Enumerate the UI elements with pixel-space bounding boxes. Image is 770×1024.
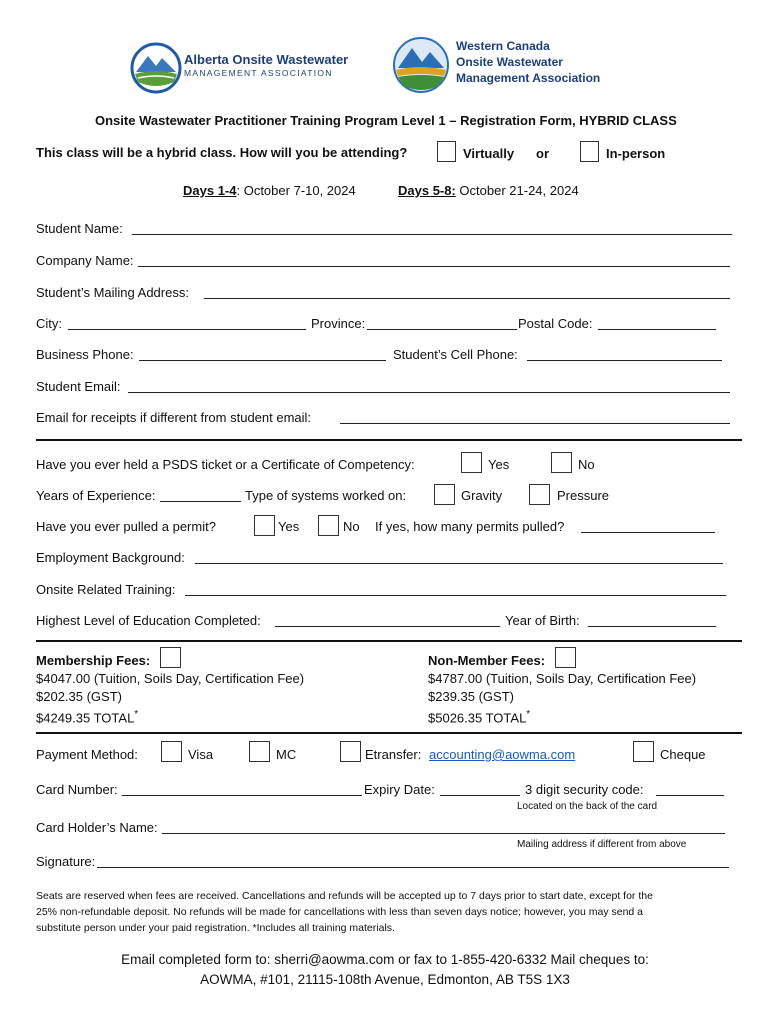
business-phone-label: Business Phone:: [36, 347, 134, 362]
section-divider-1: [36, 439, 742, 441]
member-fees-title: Membership Fees:: [36, 653, 151, 668]
business-phone-field[interactable]: [139, 360, 386, 361]
wcowma-logo-line1: Western Canada: [456, 39, 550, 53]
etransfer-email-link[interactable]: accounting@aowma.com: [429, 747, 576, 762]
postal-code-field[interactable]: [598, 329, 716, 330]
psds-yes-checkbox[interactable]: [461, 452, 482, 473]
city-label: City:: [36, 316, 62, 331]
company-name-field[interactable]: [138, 266, 730, 267]
security-code-label: 3 digit security code:: [525, 782, 644, 797]
refund-notice-line3: substitute person under your paid registration. *Includes all training materials.: [36, 922, 395, 934]
wcowma-emblem-icon: [392, 36, 450, 94]
permits-count-field[interactable]: [581, 532, 715, 533]
dates-block-2: [398, 183, 579, 198]
cheque-label: Cheque: [660, 747, 706, 762]
member-fees-checkbox[interactable]: [160, 647, 181, 668]
card-number-field[interactable]: [122, 795, 362, 796]
security-code-field[interactable]: [656, 795, 724, 796]
member-fees-total: $4249.35 TOTAL: [36, 710, 135, 726]
visa-checkbox[interactable]: [161, 741, 182, 762]
permit-yes-label: Yes: [278, 519, 300, 534]
expiry-label: Expiry Date:: [364, 782, 435, 797]
refund-notice-line2: 25% non-refundable deposit. No refunds will be made for cancellations with less than seven days notice; however, you may send a: [36, 906, 644, 918]
systems-label: Type of systems worked on:: [245, 488, 407, 503]
wcowma-logo: [392, 36, 601, 96]
refund-notice: [36, 888, 736, 936]
virtually-label: Virtually: [463, 146, 515, 161]
etransfer-label: Etransfer:: [365, 747, 422, 762]
cell-phone-field[interactable]: [527, 360, 722, 361]
employment-label: Employment Background:: [36, 550, 185, 565]
gravity-checkbox[interactable]: [434, 484, 455, 505]
section-divider-3: [36, 732, 742, 734]
birth-year-label: Year of Birth:: [505, 613, 580, 628]
aowma-logo: [130, 40, 349, 95]
days-1-4-label: Days 1-4: [183, 183, 237, 198]
mailing-address-field[interactable]: [204, 298, 730, 299]
member-fees-tuition: $4047.00 (Tuition, Soils Day, Certification Fee): [36, 671, 305, 686]
permit-yes-checkbox[interactable]: [254, 515, 275, 536]
days-5-8-label: Days 5-8:: [398, 183, 456, 198]
section-divider-2: [36, 640, 742, 642]
permit-no-checkbox[interactable]: [318, 515, 339, 536]
birth-year-field[interactable]: [588, 626, 716, 627]
years-experience-label: Years of Experience:: [36, 488, 156, 503]
student-email-label: Student Email:: [36, 379, 121, 394]
nonmember-fees-title: Non-Member Fees:: [428, 653, 546, 668]
mailing-address-label: Student’s Mailing Address:: [36, 285, 189, 300]
mc-label: MC: [276, 747, 297, 762]
form-title: Onsite Wastewater Practitioner Training Program Level 1 – Registration Form, HYBRID CLASS: [95, 113, 677, 128]
dates-block-1: [183, 183, 356, 198]
psds-question: Have you ever held a PSDS ticket or a Certificate of Competency:: [36, 457, 415, 472]
education-label: Highest Level of Education Completed:: [36, 613, 261, 628]
employment-field[interactable]: [195, 563, 723, 564]
training-label: Onsite Related Training:: [36, 582, 176, 597]
nonmember-fees-asterisk: *: [526, 709, 531, 720]
aowma-emblem-icon: [130, 42, 182, 94]
psds-no-label: No: [578, 457, 595, 472]
inperson-label: In-person: [606, 146, 666, 161]
pressure-checkbox[interactable]: [529, 484, 550, 505]
card-number-label: Card Number:: [36, 782, 118, 797]
nonmember-fees-tuition: $4787.00 (Tuition, Soils Day, Certification Fee): [428, 671, 697, 686]
member-fees-asterisk: *: [134, 709, 139, 720]
psds-yes-label: Yes: [488, 457, 510, 472]
pressure-label: Pressure: [557, 488, 610, 503]
wcowma-logo-line2: Onsite Wastewater: [456, 55, 563, 69]
member-fees-total-line: [36, 706, 304, 727]
member-fees-gst: $202.35 (GST): [36, 689, 122, 704]
cell-phone-label: Student’s Cell Phone:: [393, 347, 518, 362]
signature-label: Signature:: [36, 854, 96, 869]
student-name-label: Student Name:: [36, 221, 123, 236]
aowma-logo-line2: MANAGEMENT ASSOCIATION: [184, 68, 333, 78]
psds-no-checkbox[interactable]: [551, 452, 572, 473]
wcowma-logo-line3: Management Association: [456, 71, 601, 85]
student-email-field[interactable]: [128, 392, 730, 393]
nonmember-fees-checkbox[interactable]: [555, 647, 576, 668]
card-holder-label: Card Holder’s Name:: [36, 820, 158, 835]
province-field[interactable]: [367, 329, 517, 330]
virtually-checkbox[interactable]: [437, 141, 456, 162]
days-1-4-value: : October 7-10, 2024: [236, 183, 356, 198]
mc-checkbox[interactable]: [249, 741, 270, 762]
cheque-checkbox[interactable]: [633, 741, 654, 762]
signature-field[interactable]: [97, 867, 729, 868]
training-field[interactable]: [185, 595, 726, 596]
student-name-field[interactable]: [132, 234, 732, 235]
nonmember-fees-gst: $239.35 (GST): [428, 689, 514, 704]
expiry-field[interactable]: [440, 795, 520, 796]
etransfer-checkbox[interactable]: [340, 741, 361, 762]
company-name-label: Company Name:: [36, 253, 134, 268]
gravity-label: Gravity: [461, 488, 503, 503]
attendance-question: This class will be a hybrid class. How will you be attending?: [36, 145, 408, 160]
card-holder-field[interactable]: [162, 833, 725, 834]
permit-question: Have you ever pulled a permit?: [36, 519, 216, 534]
nonmember-fees-total: $5026.35 TOTAL: [428, 710, 527, 726]
days-5-8-value: October 21-24, 2024: [455, 183, 579, 198]
permit-no-label: No: [343, 519, 360, 534]
receipt-email-field[interactable]: [340, 423, 730, 424]
permits-count-label: If yes, how many permits pulled?: [375, 519, 565, 534]
refund-notice-line1: Seats are reserved when fees are received. Cancellations and refunds will be accepted up to 7 days prior to start date, except for the: [36, 890, 653, 902]
payment-method-label: Payment Method:: [36, 747, 138, 762]
visa-label: Visa: [188, 747, 214, 762]
education-field[interactable]: [275, 626, 500, 627]
or-label: or: [536, 146, 549, 161]
receipt-email-label: Email for receipts if different from student email:: [36, 410, 312, 425]
footer-line1: Email completed form to: sherri@aowma.com or fax to 1-855-420-6332 Mail cheques to:: [121, 952, 649, 967]
footer-line2: AOWMA, #101, 21115-108th Avenue, Edmonton, AB T5S 1X3: [200, 972, 570, 987]
city-field[interactable]: [68, 329, 306, 330]
footer-contact: [0, 950, 770, 990]
years-experience-field[interactable]: [160, 501, 241, 502]
mailing-address-note: Mailing address if different from above: [517, 839, 687, 850]
postal-code-label: Postal Code:: [518, 316, 593, 331]
nonmember-fees-total-line: [428, 706, 696, 727]
aowma-logo-line1: Alberta Onsite Wastewater: [184, 52, 349, 67]
inperson-checkbox[interactable]: [580, 141, 599, 162]
security-code-note: Located on the back of the card: [517, 801, 658, 812]
province-label: Province:: [311, 316, 366, 331]
